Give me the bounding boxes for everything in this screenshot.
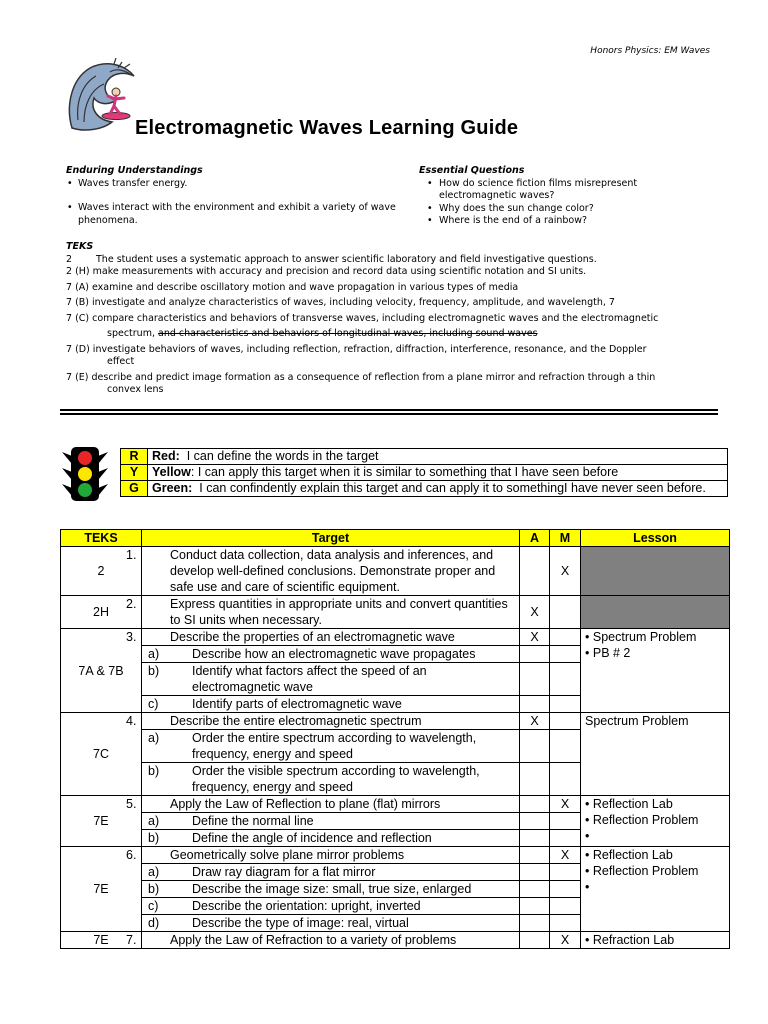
table-row [61,596,730,629]
teks-heading: TEKS [66,241,94,252]
subtarget-cell: b) Identify what factors affect the speed of an electromagnetic wave [142,663,520,696]
m-cell [550,629,581,646]
table-row [61,796,730,813]
teks-line: 7 (D) investigate behaviors of waves, including reflection, refraction, diffraction, interference, resonance, and the Doppler [66,343,647,355]
essential-heading: Essential Questions [419,165,525,176]
a-cell [520,881,550,898]
lesson-item: • Reflection Problem [585,864,699,878]
lesson-item: • [585,829,590,843]
column-header: Lesson [581,530,730,547]
a-cell: X [520,629,550,646]
enduring-heading: Enduring Understandings [66,165,203,176]
a-cell [520,696,550,713]
rating-legend [120,448,728,497]
legend-text: Yellow: I can apply this target when it is similar to something that I have seen before [148,465,728,481]
table-row [61,713,730,730]
m-cell [550,864,581,881]
m-cell [550,881,581,898]
m-cell [550,898,581,915]
legend-key: G [121,481,148,497]
subtarget-cell: a) Define the normal line [142,813,520,830]
teks-line: 2 (H) make measurements with accuracy and precision and record data using scientific notation and SI units. [66,266,587,277]
m-cell [550,763,581,796]
lesson-item: • Reflection Lab [585,848,673,862]
subtarget-cell: a) Describe how an electromagnetic wave propagates [142,646,520,663]
target-cell: 7. Apply the Law of Refraction to a variety of problems [142,932,520,949]
m-cell [550,915,581,932]
target-cell: 6. Geometrically solve plane mirror problems [142,847,520,864]
lesson-item: • Refraction Lab [585,933,675,947]
a-cell [520,830,550,847]
column-header: M [550,530,581,547]
column-header: A [520,530,550,547]
table-row [61,847,730,864]
a-cell: X [520,596,550,629]
a-cell [520,847,550,864]
lesson-item: • Spectrum Problem [585,630,697,644]
legend-key: Y [121,465,148,481]
table-row [61,547,730,596]
subtarget-cell: c) Identify parts of electromagnetic wave [142,696,520,713]
a-cell [520,898,550,915]
wave-surfer-logo [64,58,140,134]
teks-cell: 7A & 7B [61,629,142,713]
essential-item: • Why does the sun change color? [422,203,719,216]
column-header: Target [142,530,520,547]
m-cell: X [550,932,581,949]
a-cell [520,864,550,881]
lesson-cell [581,547,730,596]
teks-cell: 7C [61,713,142,796]
m-cell [550,830,581,847]
lesson-cell [581,796,730,847]
teks-section [66,241,726,397]
a-cell [520,915,550,932]
a-cell [520,730,550,763]
lesson-cell [581,847,730,932]
legend-text: Green: I can confindently explain this target and can apply it to somethingI have never seen before. [148,481,728,497]
a-cell [520,663,550,696]
target-cell: 3. Describe the properties of an electromagnetic wave [142,629,520,646]
column-header: TEKS [61,530,142,547]
target-cell: 2. Express quantities in appropriate units and convert quantities to SI units when necessary. [142,596,520,629]
essential-questions [419,165,719,228]
a-cell [520,796,550,813]
m-cell [550,713,581,730]
divider [60,409,718,411]
teks-cell: 2 [61,547,142,596]
enduring-item: • Waves interact with the environment and exhibit a variety of wave phenomena. [66,202,396,227]
legend-row-red [121,449,728,465]
a-cell [520,813,550,830]
teks-cell: 7E [61,847,142,932]
a-cell [520,547,550,596]
table-row [61,629,730,646]
targets-table [60,529,730,949]
a-cell [520,763,550,796]
subtarget-cell: b) Describe the image size: small, true size, enlarged [142,881,520,898]
essential-item: • How do science fiction films misrepresent electromagnetic waves? [422,178,719,203]
lesson-cell [581,596,730,629]
enduring-item: • Waves transfer energy. [66,178,396,191]
a-cell [520,932,550,949]
essential-item: • Where is the end of a rainbow? [422,215,719,228]
m-cell [550,663,581,696]
m-cell: X [550,847,581,864]
teks-cell: 2H [61,596,142,629]
target-cell: 5. Apply the Law of Reflection to plane (flat) mirrors [142,796,520,813]
lesson-item: • Reflection Problem [585,813,699,827]
a-cell [520,646,550,663]
m-cell: X [550,796,581,813]
lesson-item: • PB # 2 [585,646,631,660]
lesson-item: Spectrum Problem [585,714,689,728]
m-cell [550,646,581,663]
m-cell [550,730,581,763]
teks-line: spectrum, and characteristics and behaviors of longitudinal waves, including sound waves [107,328,538,339]
target-cell: 4. Describe the entire electromagnetic spectrum [142,713,520,730]
enduring-understandings [66,165,396,227]
lesson-item: • [585,880,590,894]
teks-cell: 7E [61,796,142,847]
lesson-item: • Reflection Lab [585,797,673,811]
course-header: Honors Physics: EM Waves [590,46,710,56]
legend-text: Red: I can define the words in the target [148,449,728,465]
teks-line: effect [107,356,135,367]
m-cell: X [550,547,581,596]
lesson-cell [581,713,730,796]
table-header-row [61,530,730,547]
legend-row-yellow [121,465,728,481]
subtarget-cell: b) Order the visible spectrum according to wavelength, frequency, energy and speed [142,763,520,796]
lesson-cell [581,932,730,949]
divider [60,413,718,415]
subtarget-cell: a) Draw ray diagram for a flat mirror [142,864,520,881]
a-cell: X [520,713,550,730]
m-cell [550,696,581,713]
traffic-light-icon [58,446,112,502]
lesson-cell [581,629,730,713]
subtarget-cell: b) Define the angle of incidence and reflection [142,830,520,847]
table-row [61,932,730,949]
teks-line: 7 (A) examine and describe oscillatory motion and wave propagation in various types of media [66,281,519,293]
teks-line: 7 (B) investigate and analyze characteristics of waves, including velocity, frequency, amplitude, and wavelength, 7 [66,297,615,308]
teks-cell: 7E [61,932,142,949]
teks-line: 7 (C) compare characteristics and behaviors of transverse waves, including electromagnetic waves and the electromagnetic [66,312,659,324]
page-title: Electromagnetic Waves Learning Guide [135,117,519,139]
m-cell [550,813,581,830]
teks-line: convex lens [107,384,164,395]
subtarget-cell: c) Describe the orientation: upright, inverted [142,898,520,915]
teks-line: 2 The student uses a systematic approach to answer scientific laboratory and field investigative questions. [66,253,597,265]
subtarget-cell: d) Describe the type of image: real, virtual [142,915,520,932]
legend-key: R [121,449,148,465]
subtarget-cell: a) Order the entire spectrum according to wavelength, frequency, energy and speed [142,730,520,763]
legend-row-green [121,481,728,497]
teks-line: 7 (E) describe and predict image formation as a consequence of reflection from a plane mirror and refraction through a thin [66,371,656,383]
target-cell: 1. Conduct data collection, data analysis and inferences, and develop well-defined conclusions. Demonstrate proper and safe use and care of scientific equipment. [142,547,520,596]
m-cell [550,596,581,629]
